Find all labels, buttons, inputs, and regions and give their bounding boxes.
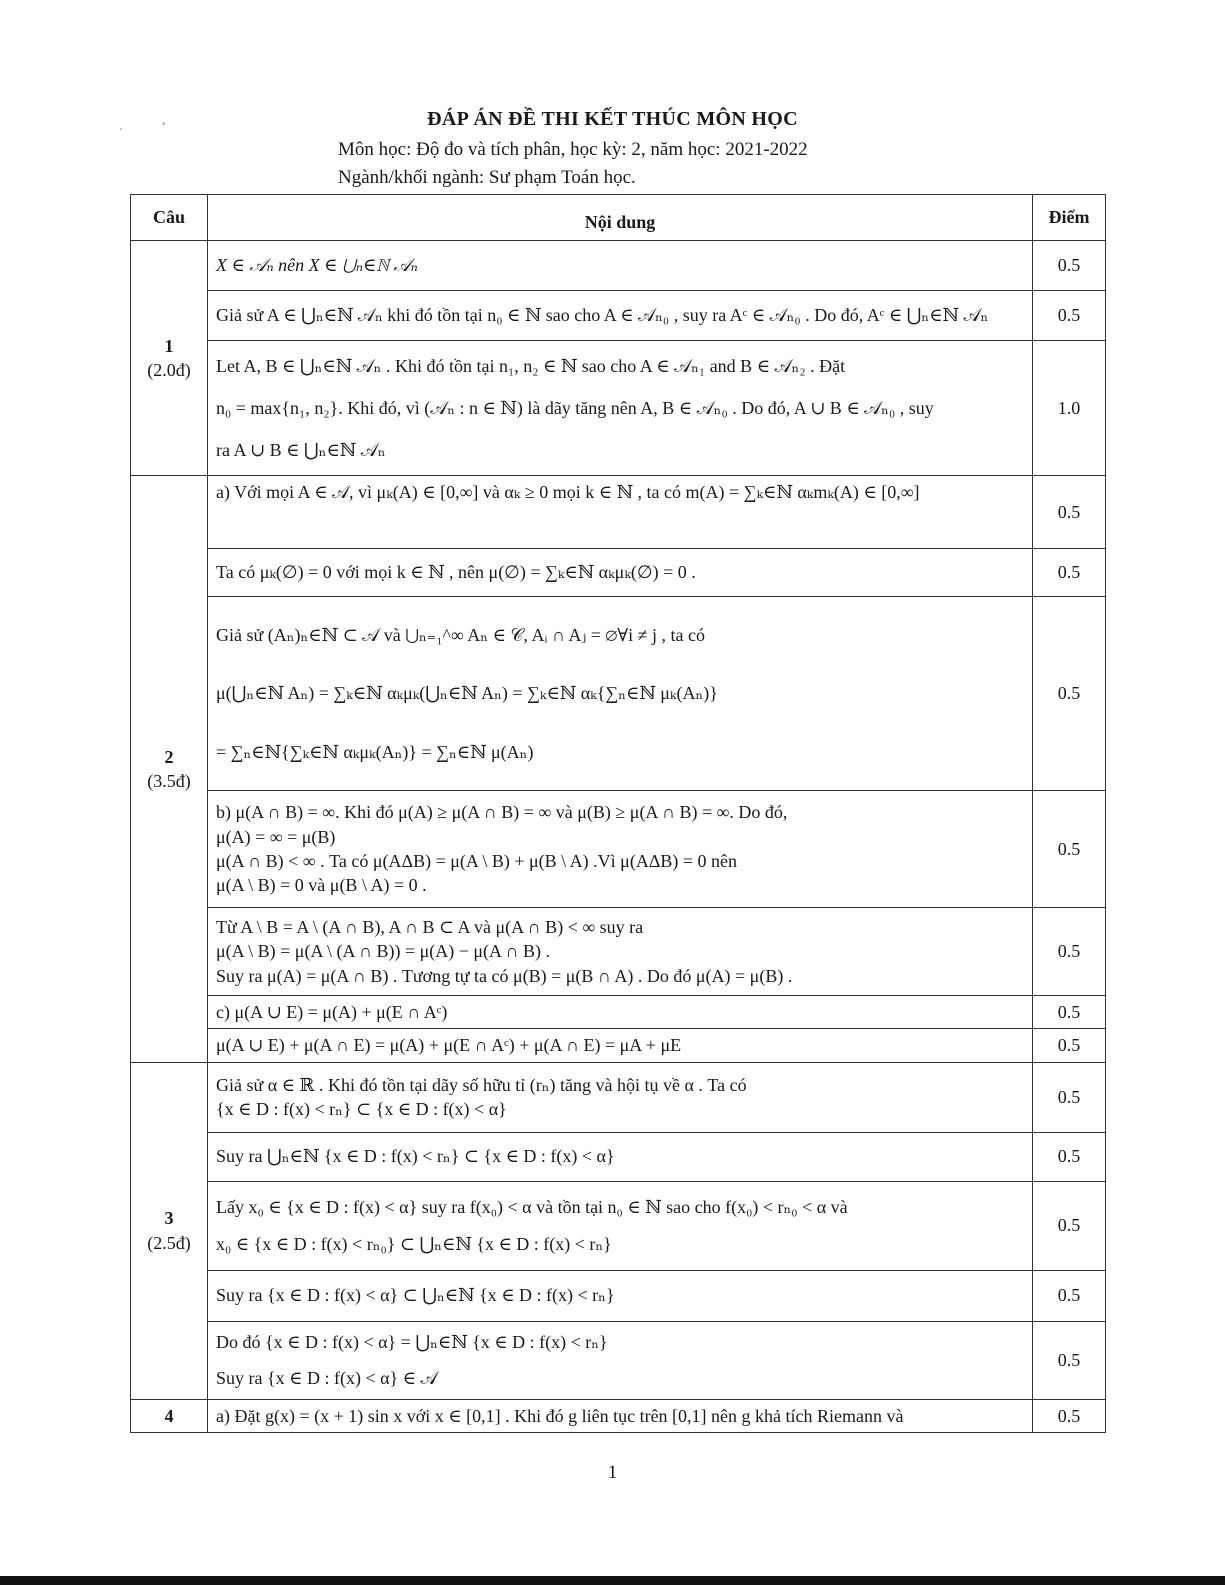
answer-block: [208, 908, 1033, 996]
points-value: 0.5: [1033, 1062, 1106, 1132]
points-value: 0.5: [1033, 1132, 1106, 1181]
answer-block: [208, 597, 1033, 791]
points-value: 0.5: [1033, 1029, 1106, 1062]
points-value: 0.5: [1033, 1270, 1106, 1321]
points-value: 0.5: [1033, 476, 1106, 549]
answer-line: μ(⋃ₙ∈ℕ Aₙ) = ∑ₖ∈ℕ αₖμₖ(⋃ₙ∈ℕ Aₙ) = ∑ₖ∈ℕ αₖ{∑ₙ∈ℕ μₖ(Aₙ)}: [216, 683, 718, 704]
table-row: [131, 341, 1106, 476]
points-value: 1.0: [1033, 341, 1106, 476]
answer-line: Giả sử (Aₙ)ₙ∈ℕ ⊂ 𝒜 và ⋃ₙ₌₁^∞ Aₙ ∈ 𝒞, Aᵢ ∩ Aⱼ = ∅∀i ≠ j , ta có: [216, 625, 706, 646]
answer-line: μ(A \ B) = 0 và μ(B \ A) = 0 .: [216, 875, 427, 896]
answer-line: Suy ra μ(A) = μ(A ∩ B) . Tương tự ta có μ(B) = μ(B ∩ A) . Do đó μ(A) = μ(B) .: [216, 965, 793, 986]
question-cell: [131, 1062, 208, 1399]
table-row: [131, 1270, 1106, 1321]
points-value: 0.5: [1033, 1181, 1106, 1270]
answer-block: [208, 341, 1033, 476]
question-total: (2.5đ): [147, 1232, 191, 1253]
header-points: Điểm: [1033, 195, 1106, 241]
answer-line: Từ A \ B = A \ (A ∩ B), A ∩ B ⊂ A và μ(A ∩ B) < ∞ suy ra: [216, 917, 644, 938]
table-row: [131, 549, 1106, 597]
answer-line: = ∑ₙ∈ℕ{∑ₖ∈ℕ αₖμₖ(Aₙ)} = ∑ₙ∈ℕ μ(Aₙ): [216, 741, 534, 762]
points-value: 0.5: [1033, 291, 1106, 341]
points-value: 0.5: [1033, 1321, 1106, 1399]
answer-text: Suy ra ⋃ₙ∈ℕ {x ∈ D : f(x) < rₙ} ⊂ {x ∈ D : f(x) < α}: [208, 1132, 1033, 1181]
header-cau: Câu: [131, 195, 208, 241]
points-value: 0.5: [1033, 791, 1106, 908]
major-line: Ngành/khối ngành: Sư phạm Toán học.: [338, 167, 636, 188]
points-value: 0.5: [1033, 241, 1106, 291]
question-number: 4: [164, 1405, 174, 1426]
table-header-row: [131, 195, 1106, 241]
answer-line: μ(A ∩ B) < ∞ . Ta có μ(AΔB) = μ(A \ B) + μ(B \ A) .Vì μ(AΔB) = 0 nên: [216, 851, 738, 871]
answer-line: μ(A) = ∞ = μ(B): [216, 826, 336, 847]
table-row: [131, 908, 1106, 996]
answer-line: Let A, B ∈ ⋃ₙ∈ℕ 𝒜ₙ . Khi đó tồn tại n₁, n₂ ∈ ℕ sao cho A ∈ 𝒜ₙ₁ and B ∈ 𝒜ₙ₂ . Đặt: [216, 355, 846, 376]
scan-edge: [0, 1576, 1225, 1585]
answer-line: x₀ ∈ {x ∈ D : f(x) < rₙ₀} ⊂ ⋃ₙ∈ℕ {x ∈ D : f(x) < rₙ}: [216, 1233, 612, 1254]
answer-table: [130, 194, 1106, 1433]
answer-text: μ(A ∪ E) + μ(A ∩ E) = μ(A) + μ(E ∩ Aᶜ) + μ(A ∩ E) = μA + μE: [208, 1029, 1033, 1062]
question-cell: [131, 241, 208, 476]
question-total: (2.0đ): [147, 360, 191, 380]
answer-line: Lấy x₀ ∈ {x ∈ D : f(x) < α} suy ra f(x₀) < α và tồn tại n₀ ∈ ℕ sao cho f(x₀) < rₙ₀ < α và: [216, 1197, 848, 1218]
header-content: Nội dung: [208, 195, 1033, 241]
answer-block: [208, 1062, 1033, 1132]
table-row: [131, 1399, 1106, 1432]
answer-text: X ∈ 𝒜ₙ nên X ∈ ⋃ₙ∈ℕ 𝒜ₙ: [208, 241, 1033, 291]
subject-line: Môn học: Độ đo và tích phân, học kỳ: 2, năm học: 2021-2022: [338, 139, 808, 160]
question-number: 3: [164, 1208, 174, 1229]
answer-text: c) μ(A ∪ E) = μ(A) + μ(E ∩ Aᶜ): [208, 996, 1033, 1029]
table-row: [131, 476, 1106, 549]
table-row: [131, 597, 1106, 791]
table-row: [131, 291, 1106, 341]
table-row: [131, 241, 1106, 291]
points-value: 0.5: [1033, 908, 1106, 996]
answer-line: Do đó {x ∈ D : f(x) < α} = ⋃ₙ∈ℕ {x ∈ D : f(x) < rₙ}: [216, 1331, 608, 1352]
answer-text: Giả sử A ∈ ⋃ₙ∈ℕ 𝒜ₙ khi đó tồn tại n₀ ∈ ℕ sao cho A ∈ 𝒜ₙ₀ , suy ra Aᶜ ∈ 𝒜ₙ₀ . Do đó, Aᶜ ∈ ⋃ₙ∈ℕ 𝒜ₙ: [208, 291, 1033, 341]
answer-block: [208, 1181, 1033, 1270]
answer-line: ra A ∪ B ∈ ⋃ₙ∈ℕ 𝒜ₙ: [216, 440, 386, 461]
question-cell: [131, 476, 208, 1063]
question-total: (3.5đ): [147, 770, 191, 791]
points-value: 0.5: [1033, 549, 1106, 597]
answer-text: Suy ra {x ∈ D : f(x) < α} ⊂ ⋃ₙ∈ℕ {x ∈ D : f(x) < rₙ}: [208, 1270, 1033, 1321]
points-value: 0.5: [1033, 1399, 1106, 1432]
answer-block: [208, 791, 1033, 908]
answer-line: Giả sử α ∈ ℝ . Khi đó tồn tại dãy số hữu tỉ (rₙ) tăng và hội tụ về α . Ta có: [216, 1074, 747, 1095]
answer-line: b) μ(A ∩ B) = ∞. Khi đó μ(A) ≥ μ(A ∩ B) = ∞ và μ(B) ≥ μ(A ∩ B) = ∞. Do đó,: [216, 802, 788, 823]
table-row: [131, 1132, 1106, 1181]
table-row: [131, 1181, 1106, 1270]
table-row: [131, 1062, 1106, 1132]
table-row: [131, 1029, 1106, 1062]
answer-text: a) Đặt g(x) = (x + 1) sin x với x ∈ [0,1] . Khi đó g liên tục trên [0,1] nên g khả tích Riemann và: [208, 1399, 1033, 1432]
document-header: [0, 108, 1225, 191]
answer-block: [208, 1321, 1033, 1399]
answer-text: Ta có μₖ(∅) = 0 với mọi k ∈ ℕ , nên μ(∅) = ∑ₖ∈ℕ αₖμₖ(∅) = 0 .: [208, 549, 1033, 597]
question-number: 1: [164, 335, 174, 356]
page-number: 1: [607, 1462, 618, 1483]
question-number: 2: [164, 746, 174, 767]
table-row: [131, 996, 1106, 1029]
answer-line: Suy ra {x ∈ D : f(x) < α} ∈ 𝒜: [216, 1368, 438, 1389]
table-row: [131, 791, 1106, 908]
question-cell: [131, 1399, 208, 1432]
answer-line: μ(A \ B) = μ(A \ (A ∩ B)) = μ(A) − μ(A ∩ B) .: [216, 941, 551, 962]
document-title: ĐÁP ÁN ĐỀ THI KẾT THÚC MÔN HỌC: [427, 108, 798, 130]
points-value: 0.5: [1033, 597, 1106, 791]
answer-text: a) Với mọi A ∈ 𝒜, vì μₖ(A) ∈ [0,∞] và αₖ ≥ 0 mọi k ∈ ℕ , ta có m(A) = ∑ₖ∈ℕ αₖmₖ(A) ∈ [0,∞]: [208, 476, 1033, 549]
answer-line: n₀ = max{n₁, n₂}. Khi đó, vì (𝒜ₙ : n ∈ ℕ) là dãy tăng nên A, B ∈ 𝒜ₙ₀ . Do đó, A ∪ B ∈ 𝒜ₙ₀ , suy: [216, 397, 934, 418]
answer-line: {x ∈ D : f(x) < rₙ} ⊂ {x ∈ D : f(x) < α}: [216, 1099, 507, 1120]
table-row: [131, 1321, 1106, 1399]
points-value: 0.5: [1033, 996, 1106, 1029]
